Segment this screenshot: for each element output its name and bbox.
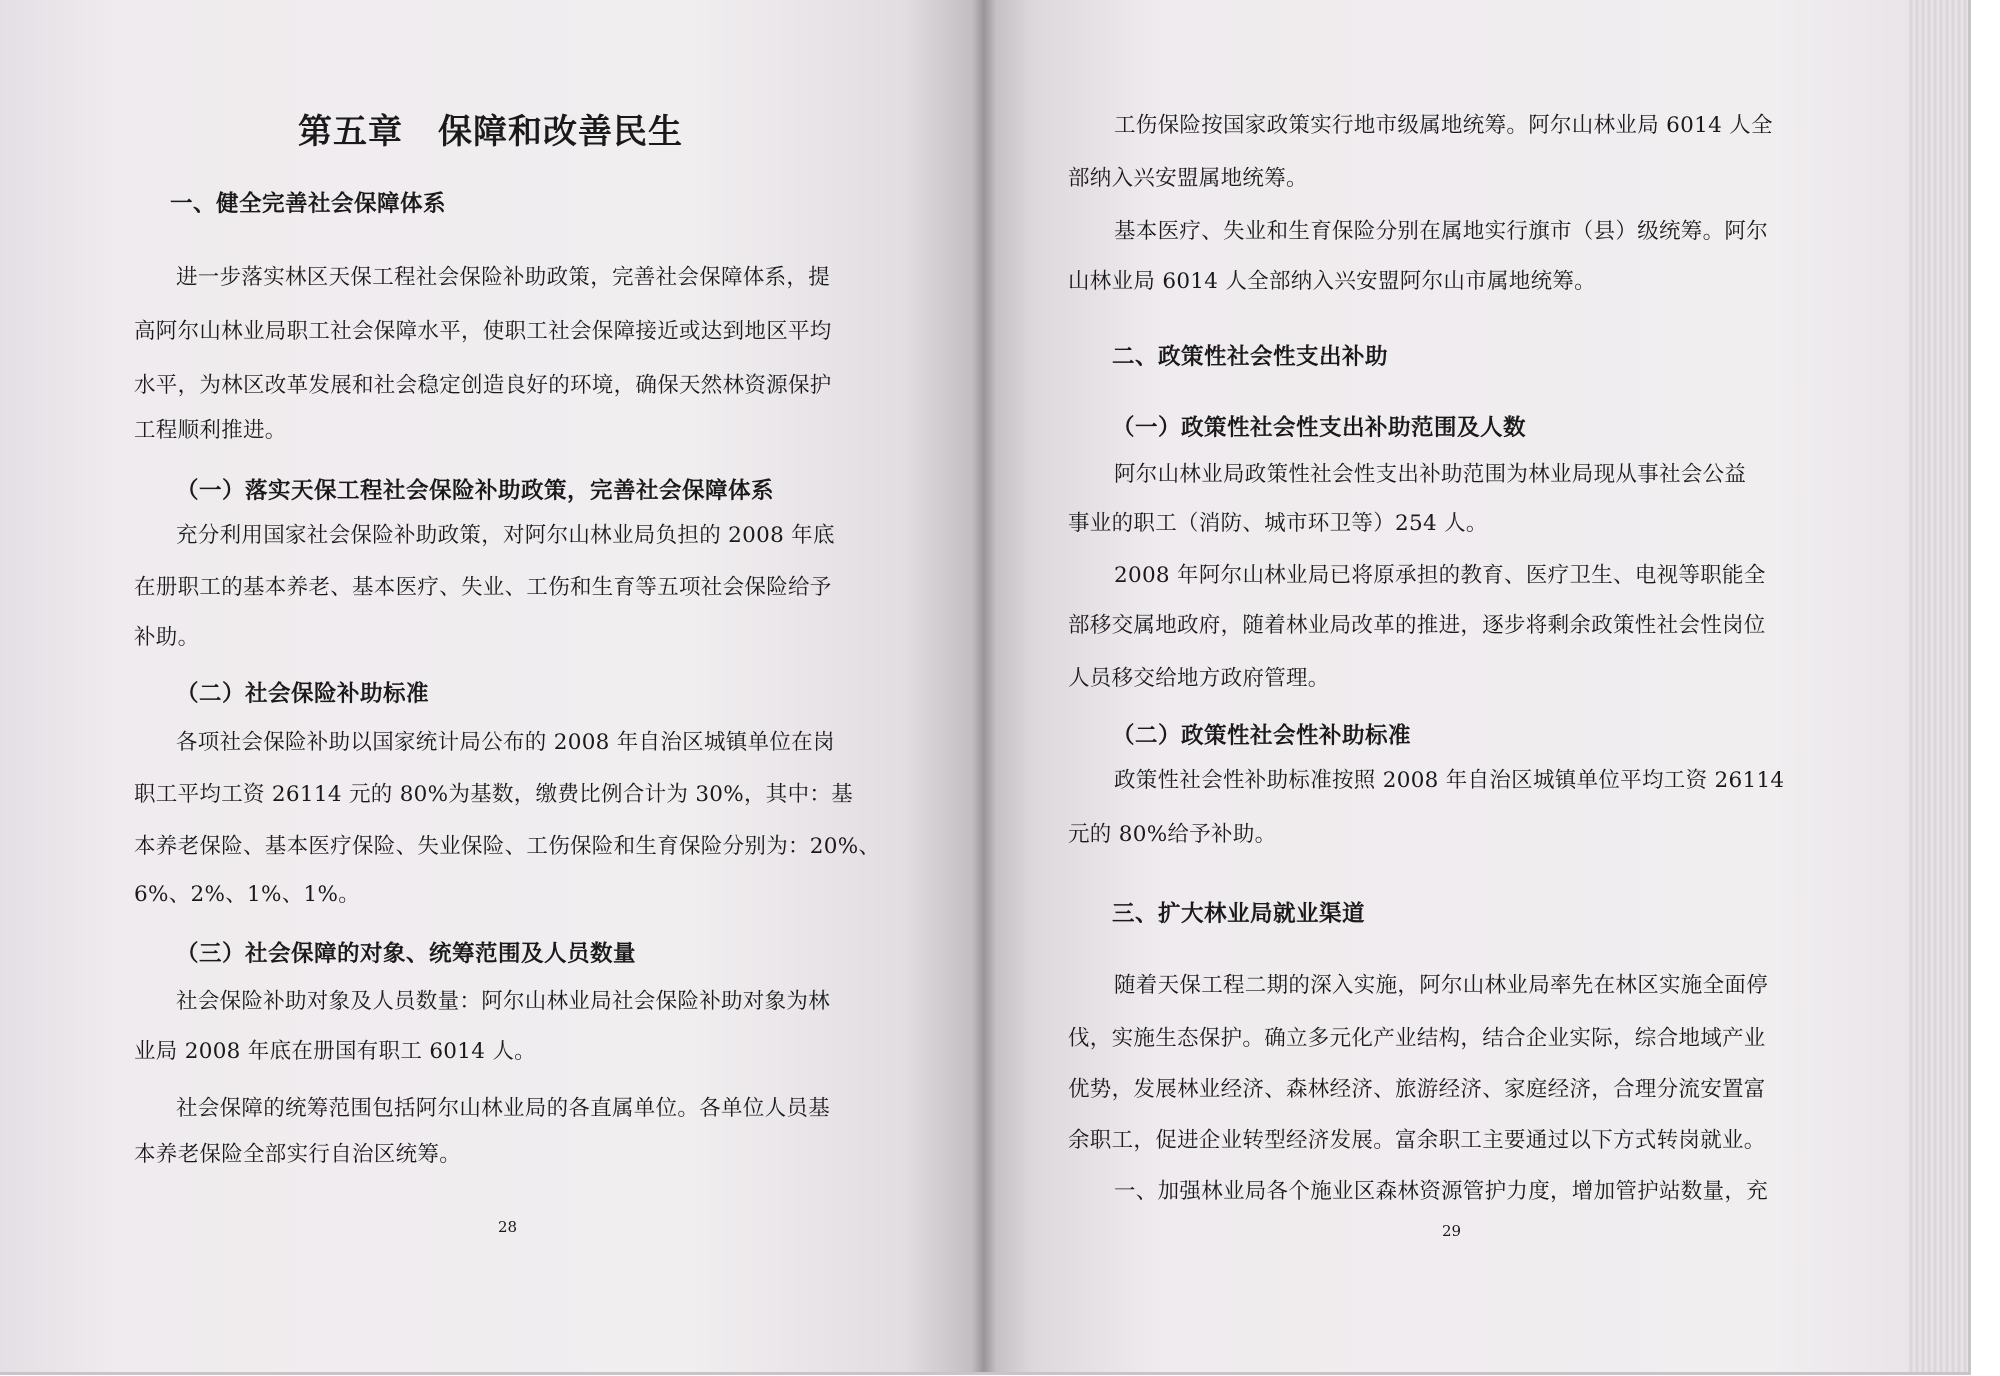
paragraph-line: 社会保险补助对象及人员数量：阿尔山林业局社会保险补助对象为林 (176, 989, 831, 1014)
paragraph-line: 阿尔山林业局政策性社会性支出补助范围为林业局现从事社会公益 (1114, 462, 1747, 487)
paragraph-line: 随着天保工程二期的深入实施，阿尔山林业局率先在林区实施全面停 (1114, 973, 1769, 998)
paragraph-line: 进一步落实林区天保工程社会保险补助政策，完善社会保障体系，提 (176, 265, 831, 290)
paragraph-line: 补助。 (134, 625, 200, 650)
paragraph-line: 业局 2008 年底在册国有职工 6014 人。 (134, 1039, 536, 1064)
subsection-heading: （二）政策性社会性补助标准 (1112, 723, 1412, 749)
paragraph-line: 部移交属地政府，随着林业局改革的推进，逐步将剩余政策性社会性岗位 (1068, 613, 1766, 638)
subsection-heading: （二）社会保险补助标准 (176, 681, 430, 707)
paragraph-line: 事业的职工（消防、城市环卫等）254 人。 (1068, 511, 1488, 536)
paragraph-line: 各项社会保险补助以国家统计局公布的 2008 年自治区城镇单位在岗 (176, 730, 835, 755)
paragraph-line: 元的 80%给予补助。 (1068, 822, 1277, 847)
section-heading: 三、扩大林业局就业渠道 (1112, 901, 1366, 927)
paragraph-line: 伐，实施生态保护。确立多元化产业结构，结合企业实际，综合地域产业 (1068, 1026, 1766, 1051)
paragraph-line: 山林业局 6014 人全部纳入兴安盟阿尔山市属地统筹。 (1068, 269, 1596, 294)
paragraph-line: 社会保障的统筹范围包括阿尔山林业局的各直属单位。各单位人员基 (176, 1096, 831, 1121)
page-number: 29 (1442, 1222, 1462, 1240)
paragraph-line: 部纳入兴安盟属地统筹。 (1068, 166, 1308, 191)
section-heading: 一、健全完善社会保障体系 (170, 191, 447, 217)
paragraph-line: 本养老保险、基本医疗保险、失业保险、工伤保险和生育保险分别为：20%、 (134, 834, 881, 859)
paragraph-line: 余职工，促进企业转型经济发展。富余职工主要通过以下方式转岗就业。 (1068, 1128, 1766, 1153)
chapter-title: 第五章 保障和改善民生 (298, 112, 683, 152)
paragraph-line: 一、加强林业局各个施业区森林资源管护力度，增加管护站数量，充 (1114, 1179, 1769, 1204)
paragraph-line: 2008 年阿尔山林业局已将原承担的教育、医疗卫生、电视等职能全 (1114, 563, 1766, 588)
subsection-heading: （三）社会保障的对象、统筹范围及人员数量 (176, 941, 637, 967)
paragraph-line: 工程顺利推进。 (134, 418, 287, 443)
paragraph-line: 人员移交给地方政府管理。 (1068, 666, 1330, 691)
section-heading: 二、政策性社会性支出补助 (1112, 344, 1389, 370)
paragraph-line: 基本医疗、失业和生育保险分别在属地实行旗市（县）级统筹。阿尔 (1114, 219, 1769, 244)
paragraph-line: 6%、2%、1%、1%。 (134, 882, 361, 907)
right-page (984, 0, 1968, 1372)
subsection-heading: （一）落实天保工程社会保险补助政策，完善社会保障体系 (176, 478, 775, 504)
paragraph-line: 水平，为林区改革发展和社会稳定创造良好的环境，确保天然林资源保护 (134, 373, 832, 398)
book-gutter (972, 0, 996, 1372)
left-page (0, 0, 984, 1372)
paragraph-line: 工伤保险按国家政策实行地市级属地统筹。阿尔山林业局 6014 人全 (1114, 113, 1773, 138)
paragraph-line: 高阿尔山林业局职工社会保障水平，使职工社会保障接近或达到地区平均 (134, 319, 832, 344)
paragraph-line: 职工平均工资 26114 元的 80%为基数，缴费比例合计为 30%，其中：基 (134, 782, 854, 807)
paragraph-line: 充分利用国家社会保险补助政策，对阿尔山林业局负担的 2008 年底 (176, 523, 835, 548)
paragraph-line: 在册职工的基本养老、基本医疗、失业、工伤和生育等五项社会保险给予 (134, 575, 832, 600)
paragraph-line: 优势，发展林业经济、森林经济、旅游经济、家庭经济，合理分流安置富 (1068, 1077, 1766, 1102)
paragraph-line: 本养老保险全部实行自治区统筹。 (134, 1142, 462, 1167)
paragraph-line: 政策性社会性补助标准按照 2008 年自治区城镇单位平均工资 26114 (1114, 768, 1785, 793)
subsection-heading: （一）政策性社会性支出补助范围及人数 (1112, 415, 1527, 441)
page-number: 28 (498, 1218, 518, 1236)
